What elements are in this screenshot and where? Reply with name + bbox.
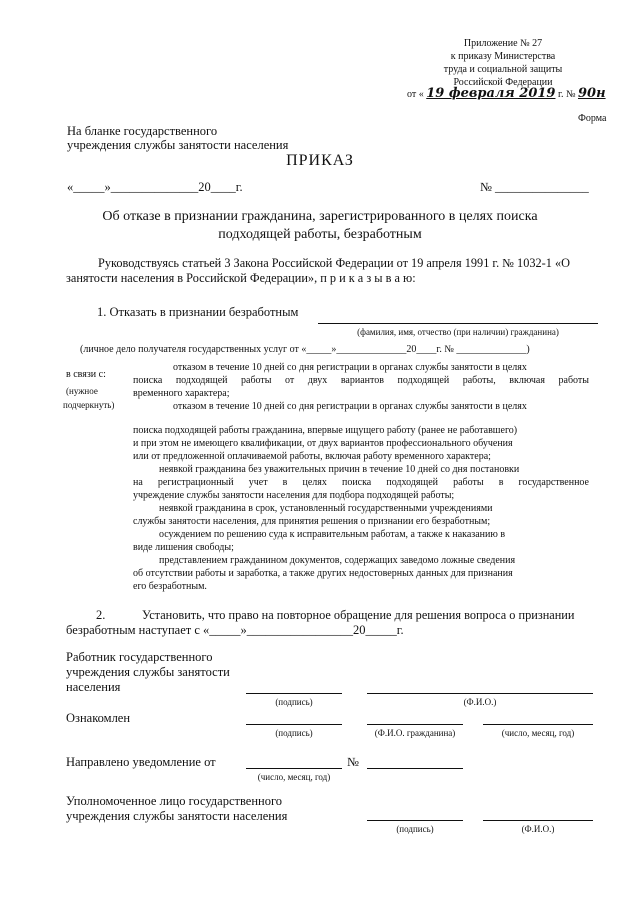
order-date-blank: «_____»______________20____г.: [67, 180, 243, 194]
acq-fio-line: [367, 724, 463, 725]
subject-line2: подходящей работы, безработным: [218, 227, 422, 242]
reason-4a: неявкой гражданина в срок, установленный государственными учреждениями: [159, 503, 493, 514]
appendix-line3: труда и социальной защиты: [443, 64, 563, 75]
reason-1b: поиска подходящей работы от двух вариантов подходящей работы, включая работы: [133, 375, 589, 386]
acq-signature-line: [246, 724, 342, 725]
appendix-num-prefix: г. №: [557, 89, 576, 100]
reason-5b: виде лишения свободы;: [133, 542, 234, 553]
auth-fio-line: [483, 820, 593, 821]
appendix-line1: Приложение № 27: [463, 38, 543, 49]
acquainted-label: Ознакомлен: [66, 711, 131, 725]
authorized-line2: учреждения службы занятости населения: [66, 809, 288, 823]
handwritten-date: 19 февраля 2019: [426, 86, 556, 101]
notice-label: Направлено уведомление от: [66, 755, 216, 769]
reason-2c: и при этом не имеющего квалификации, от двух вариантов профессионального обучения: [133, 438, 513, 449]
worker-signature-line: [246, 693, 342, 694]
reason-3c: учреждение службы занятости населения для подбора подходящей работы;: [133, 490, 455, 501]
reason-6a: представлением гражданином документов, содержащих заведомо ложные сведения: [159, 555, 516, 566]
item1-text: 1. Отказать в признании безработным: [97, 305, 299, 319]
worker-line2: учреждения службы занятости: [66, 665, 230, 679]
form-label: Форма: [578, 113, 607, 124]
reasons-note1: (нужное: [66, 386, 98, 396]
preamble-line2: занятости населения в Российской Федерации», п р и к а з ы в а ю:: [66, 271, 416, 285]
acq-fio-caption: (Ф.И.О. гражданина): [374, 728, 456, 738]
reason-2a: отказом в течение 10 дней со дня регистрации в органах службы занятости в целях: [173, 401, 527, 412]
reasons-label: в связи с:: [66, 369, 106, 380]
fio-line: [318, 323, 598, 324]
handwritten-number: 90н: [578, 86, 606, 101]
personal-file-line: (личное дело получателя государственных услуг от «_____»______________20____г. № ______________): [80, 344, 530, 355]
reason-2d: или от предложенной оплачиваемой работы, включая работу временного характера;: [133, 451, 491, 462]
auth-fio-caption: (Ф.И.О.): [521, 824, 555, 834]
appendix-from: от «: [407, 89, 424, 100]
appendix-line2: к приказу Министерства: [450, 51, 556, 62]
reason-6b: об отсутствии работы и заработка, а также других недостоверных данных для признания: [133, 568, 513, 579]
acq-date-line: [483, 724, 593, 725]
notice-number-label: №: [347, 755, 359, 769]
notice-date-caption: (число, месяц, год): [257, 772, 331, 782]
page-title: ПРИКАЗ: [286, 152, 354, 169]
authorized-line1: Уполномоченное лицо государственного: [66, 794, 283, 808]
reason-5a: осуждением по решению суда к исправительным работам, а также к наказанию в: [159, 529, 506, 540]
worker-fio-line: [367, 693, 593, 694]
item2-line2: безработным наступает с «_____»_________________20_____г.: [66, 623, 404, 637]
auth-signature-caption: (подпись): [396, 824, 434, 834]
acq-date-caption: (число, месяц, год): [501, 728, 575, 738]
worker-line3: населения: [66, 680, 121, 694]
reason-3a: неявкой гражданина без уважительных причин в течение 10 дней со дня постановки: [159, 464, 520, 475]
worker-line1: Работник государственного: [66, 650, 213, 664]
reason-1c: временного характера;: [133, 388, 230, 399]
letterhead-line1: На бланке государственного: [67, 124, 218, 138]
notice-date-line: [246, 768, 342, 769]
reasons-note2: подчеркнуть): [63, 400, 115, 410]
reason-3b: на регистрационный учет в целях поиска подходящей работы в государственное: [133, 477, 589, 488]
notice-number-line: [367, 768, 463, 769]
reasons-list-2: [133, 424, 589, 593]
preamble-line1: Руководствуясь статьей 3 Закона Российской Федерации от 19 апреля 1991 г. № 1032-1 «О: [98, 256, 570, 270]
reason-6c: его безработным.: [133, 581, 207, 592]
auth-signature-line: [367, 820, 463, 821]
reasons-list: [133, 361, 589, 413]
acq-signature-caption: (подпись): [275, 728, 313, 738]
appendix-block: [443, 37, 563, 89]
reason-2b: поиска подходящей работы гражданина, впервые ищущего работу (ранее не работавшего): [133, 425, 518, 436]
order-number-blank: № _______________: [480, 180, 589, 194]
subject-line1: Об отказе в признании гражданина, зарегистрированного в целях поиска: [102, 209, 538, 224]
reason-1a: отказом в течение 10 дней со дня регистрации в органах службы занятости в целях: [173, 362, 527, 373]
fio-caption: (фамилия, имя, отчество (при наличии) гражданина): [357, 327, 559, 337]
appendix-line4: Российской Федерации: [453, 77, 553, 88]
appendix-date-row: [407, 87, 606, 101]
reason-4b: службы занятости населения, для принятия решения о признании его безработным;: [133, 516, 491, 527]
item2-number: 2.: [96, 608, 106, 622]
letterhead-line2: учреждения службы занятости населения: [67, 138, 289, 152]
worker-fio-caption: (Ф.И.О.): [463, 697, 497, 707]
worker-signature-caption: (подпись): [275, 697, 313, 707]
item2-line1: Установить, что право на повторное обращение для решения вопроса о признании: [142, 608, 575, 622]
